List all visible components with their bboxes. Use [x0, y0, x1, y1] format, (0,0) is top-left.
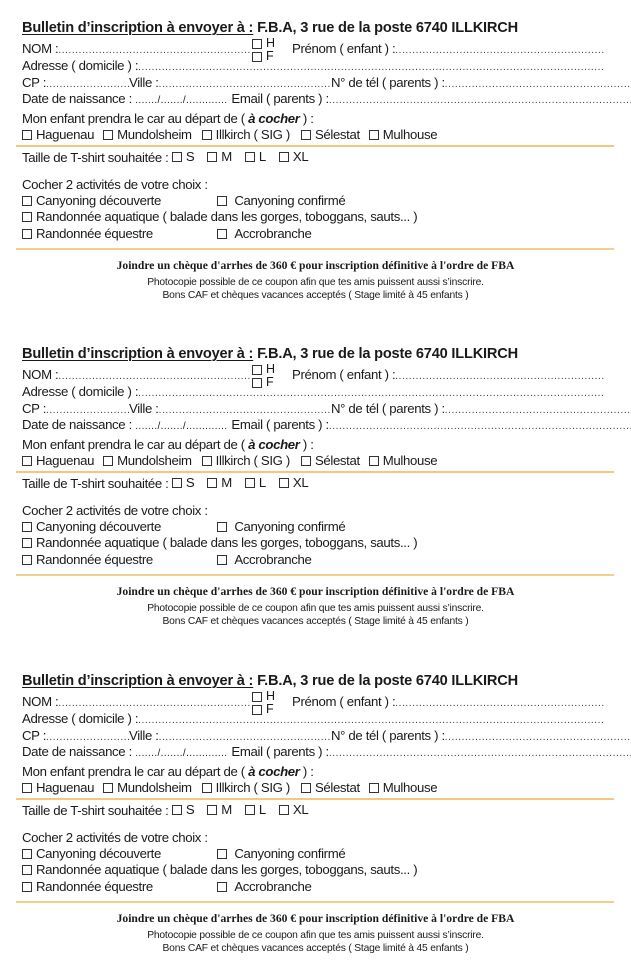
tel-field[interactable]: N° de tél ( parents ) : .....: [331, 728, 631, 746]
checkbox-icon[interactable]: [22, 555, 32, 565]
checkbox-icon[interactable]: [103, 783, 113, 793]
bus-prompt: Mon enfant prendra le car au départ de ( à cocher ) :: [22, 111, 314, 126]
naissance-field[interactable]: Date de naissance : ......./......./.............: [22, 91, 228, 106]
nom-label: NOM :: [22, 41, 59, 56]
tshirt-size-option[interactable]: S: [172, 475, 194, 491]
checkbox-icon[interactable]: [172, 805, 182, 815]
checkbox-icon[interactable]: [252, 365, 262, 375]
checkbox-icon[interactable]: [207, 478, 217, 488]
prenom-field[interactable]: [292, 41, 605, 59]
naissance-field[interactable]: Date de naissance : ......./......./.............: [22, 744, 228, 759]
checkbox-icon[interactable]: [245, 805, 255, 815]
activity-option[interactable]: Accrobranche: [217, 879, 311, 895]
checkbox-icon[interactable]: [245, 152, 255, 162]
checkbox-icon[interactable]: [22, 212, 32, 222]
activities-prompt: Cocher 2 activités de votre choix :: [22, 503, 208, 518]
sex-option-f[interactable]: F: [252, 50, 275, 63]
bus-stop-option[interactable]: Illkirch ( SIG ): [202, 127, 290, 143]
checkbox-icon[interactable]: [172, 152, 182, 162]
title-underlined: Bulletin d’inscription à envoyer à :: [22, 20, 254, 36]
title-address: F.B.A, 3 rue de la poste 6740 ILLKIRCH: [257, 673, 518, 689]
checkbox-icon[interactable]: [301, 783, 311, 793]
tshirt-size-option[interactable]: L: [245, 475, 266, 491]
checkbox-icon[interactable]: [217, 849, 227, 859]
activity-row-2: [22, 535, 605, 552]
sex-option-h[interactable]: H: [252, 690, 275, 703]
checkbox-icon[interactable]: [279, 152, 289, 162]
sex-option-h[interactable]: H: [252, 363, 275, 376]
ville-field[interactable]: Ville : .....: [129, 75, 331, 93]
nom-field[interactable]: [22, 367, 250, 385]
activity-option[interactable]: Canyoning confirmé: [217, 846, 345, 862]
checkbox-icon[interactable]: [301, 130, 311, 140]
prenom-field[interactable]: [292, 694, 605, 712]
tshirt-size-option[interactable]: L: [245, 149, 266, 165]
activity-row-1: [22, 846, 605, 863]
prenom-label: Prénom ( enfant ) :: [292, 694, 396, 709]
tshirt-row: [22, 802, 605, 819]
nom-field[interactable]: [22, 41, 250, 59]
checkbox-icon[interactable]: [245, 478, 255, 488]
bus-stop-option[interactable]: Mundolsheim: [103, 780, 192, 796]
activity-option[interactable]: Canyoning découverte: [22, 519, 205, 535]
separator: [16, 471, 614, 473]
tshirt-row: [22, 149, 605, 166]
checkbox-icon[interactable]: [217, 882, 227, 892]
activity-option[interactable]: Randonnée équestre: [22, 226, 205, 242]
checkbox-icon[interactable]: [279, 478, 289, 488]
tshirt-row: [22, 475, 605, 492]
cheque-note: Joindre un chèque d'arrhes de 360 € pour inscription définitive à l'ordre de FBA: [116, 585, 515, 598]
activity-row-1: [22, 519, 605, 536]
activity-option[interactable]: Randonnée aquatique ( balade dans les gorges, toboggans, sauts... ): [22, 535, 417, 551]
photocopy-note: Photocopie possible de ce coupon afin que tes amis puissent aussi s’inscrire.: [147, 277, 484, 288]
bus-stops: [22, 453, 605, 470]
nom-label: NOM :: [22, 367, 59, 382]
bus-stop-option[interactable]: Mulhouse: [369, 780, 437, 796]
activity-option[interactable]: Canyoning confirmé: [217, 193, 345, 209]
tshirt-size-option[interactable]: M: [207, 475, 232, 491]
prenom-field[interactable]: [292, 367, 605, 385]
adresse-field[interactable]: [22, 58, 605, 76]
tshirt-label: Taille de T-shirt souhaitée :: [22, 476, 169, 491]
checkbox-icon[interactable]: [22, 849, 32, 859]
checkbox-icon[interactable]: [217, 522, 227, 532]
separator: [16, 574, 614, 576]
bus-prompt: Mon enfant prendra le car au départ de ( à cocher ) :: [22, 437, 314, 452]
sex-option-h[interactable]: H: [252, 37, 275, 50]
activity-option[interactable]: Randonnée aquatique ( balade dans les gorges, toboggans, sauts... ): [22, 862, 417, 878]
checkbox-icon[interactable]: [22, 783, 32, 793]
checkbox-icon[interactable]: [22, 130, 32, 140]
checkbox-icon[interactable]: [202, 783, 212, 793]
sex-option-f[interactable]: F: [252, 376, 275, 389]
adresse-field[interactable]: [22, 711, 605, 729]
caf-note: Bons CAF et chèques vacances acceptés ( Stage limité à 45 enfants ): [162, 616, 469, 627]
bus-stop-option[interactable]: Mundolsheim: [103, 453, 192, 469]
ville-field[interactable]: Ville : .....: [129, 728, 331, 746]
checkbox-icon[interactable]: [217, 229, 227, 239]
naissance-email-row: [22, 744, 605, 762]
checkbox-icon[interactable]: [202, 456, 212, 466]
activities-prompt: Cocher 2 activités de votre choix :: [22, 830, 208, 845]
checkbox-icon[interactable]: [207, 805, 217, 815]
checkbox-icon[interactable]: [103, 456, 113, 466]
activity-row-3: [22, 552, 605, 569]
bus-prompt: Mon enfant prendra le car au départ de ( à cocher ) :: [22, 764, 314, 779]
tshirt-size-option[interactable]: XL: [279, 149, 308, 165]
ville-field[interactable]: Ville : .....: [129, 401, 331, 419]
checkbox-icon[interactable]: [252, 39, 262, 49]
activity-option[interactable]: Canyoning découverte: [22, 193, 205, 209]
tshirt-size-option[interactable]: S: [172, 802, 194, 818]
cheque-note: Joindre un chèque d'arrhes de 360 € pour inscription définitive à l'ordre de FBA: [116, 912, 515, 925]
checkbox-icon[interactable]: [369, 783, 379, 793]
prenom-label: Prénom ( enfant ) :: [292, 41, 396, 56]
registration-coupon-2: [0, 326, 631, 646]
checkbox-icon[interactable]: [202, 130, 212, 140]
prenom-label: Prénom ( enfant ) :: [292, 367, 396, 382]
title-underlined: Bulletin d’inscription à envoyer à :: [22, 673, 254, 689]
separator: [16, 145, 614, 147]
bus-stop-option[interactable]: Mundolsheim: [103, 127, 192, 143]
bus-stop-option[interactable]: Haguenau: [22, 780, 94, 796]
checkbox-icon[interactable]: [217, 196, 227, 206]
registration-coupon-3: [0, 653, 631, 973]
title-address: F.B.A, 3 rue de la poste 6740 ILLKIRCH: [257, 346, 518, 362]
registration-coupon-1: [0, 0, 631, 320]
activity-option[interactable]: Randonnée équestre: [22, 552, 205, 568]
checkbox-icon[interactable]: [103, 130, 113, 140]
checkbox-icon[interactable]: [369, 130, 379, 140]
title-address: F.B.A, 3 rue de la poste 6740 ILLKIRCH: [257, 20, 518, 36]
checkbox-icon[interactable]: [369, 456, 379, 466]
tel-field[interactable]: N° de tél ( parents ) : .....: [331, 75, 631, 93]
bus-stop-option[interactable]: Mulhouse: [369, 127, 437, 143]
activity-option[interactable]: Accrobranche: [217, 226, 311, 242]
activities-prompt: Cocher 2 activités de votre choix :: [22, 177, 208, 192]
cp-field[interactable]: CP : .....: [22, 728, 129, 746]
checkbox-icon[interactable]: [279, 805, 289, 815]
naissance-email-row: [22, 417, 605, 435]
activity-row-1: [22, 193, 605, 210]
tshirt-sizes: [172, 476, 309, 491]
tel-field[interactable]: N° de tél ( parents ) : .....: [331, 401, 631, 419]
tshirt-size-option[interactable]: M: [207, 802, 232, 818]
naissance-email-row: [22, 91, 605, 109]
activity-row-2: [22, 209, 605, 226]
activity-row-3: [22, 879, 605, 896]
bus-stop-option[interactable]: Illkirch ( SIG ): [202, 453, 290, 469]
activity-option[interactable]: Canyoning découverte: [22, 846, 205, 862]
cp-field[interactable]: CP : .....: [22, 401, 129, 419]
coupon-title: [22, 672, 605, 690]
bus-stop-option[interactable]: Sélestat: [301, 127, 360, 143]
checkbox-icon[interactable]: [22, 522, 32, 532]
sex-option-f[interactable]: F: [252, 703, 275, 716]
separator: [16, 901, 614, 903]
bus-stop-option[interactable]: Haguenau: [22, 453, 94, 469]
checkbox-icon[interactable]: [22, 538, 32, 548]
separator: [16, 798, 614, 800]
email-field[interactable]: Email ( parents ) : .....: [231, 91, 631, 109]
bus-stop-option[interactable]: Sélestat: [301, 780, 360, 796]
tshirt-size-option[interactable]: S: [172, 149, 194, 165]
tshirt-size-option[interactable]: XL: [279, 475, 308, 491]
tshirt-sizes: [172, 803, 309, 818]
tshirt-size-option[interactable]: M: [207, 149, 232, 165]
checkbox-icon[interactable]: [172, 478, 182, 488]
bus-stop-option[interactable]: Haguenau: [22, 127, 94, 143]
nom-label: NOM :: [22, 694, 59, 709]
checkbox-icon[interactable]: [217, 555, 227, 565]
coupon-title: [22, 345, 605, 363]
bus-stop-option[interactable]: Mulhouse: [369, 453, 437, 469]
activity-row-3: [22, 226, 605, 243]
activity-option[interactable]: Canyoning confirmé: [217, 519, 345, 535]
coupon-title: [22, 19, 605, 37]
tshirt-size-option[interactable]: XL: [279, 802, 308, 818]
adresse-label: Adresse ( domicile ) :: [22, 711, 139, 726]
nom-field[interactable]: [22, 694, 250, 712]
tshirt-sizes: [172, 150, 309, 165]
tshirt-label: Taille de T-shirt souhaitée :: [22, 803, 169, 818]
checkbox-icon[interactable]: [252, 692, 262, 702]
adresse-label: Adresse ( domicile ) :: [22, 58, 139, 73]
naissance-field[interactable]: Date de naissance : ......./......./.............: [22, 417, 228, 432]
caf-note: Bons CAF et chèques vacances acceptés ( Stage limité à 45 enfants ): [162, 290, 469, 301]
activity-row-2: [22, 862, 605, 879]
separator: [16, 248, 614, 250]
bus-stops: [22, 780, 605, 797]
checkbox-icon[interactable]: [22, 229, 32, 239]
checkbox-icon[interactable]: [207, 152, 217, 162]
activity-option[interactable]: Randonnée aquatique ( balade dans les gorges, toboggans, sauts... ): [22, 209, 417, 225]
adresse-field[interactable]: [22, 384, 605, 402]
cp-field[interactable]: CP : .....: [22, 75, 129, 93]
caf-note: Bons CAF et chèques vacances acceptés ( Stage limité à 45 enfants ): [162, 943, 469, 954]
checkbox-icon[interactable]: [22, 865, 32, 875]
checkbox-icon[interactable]: [22, 196, 32, 206]
photocopy-note: Photocopie possible de ce coupon afin que tes amis puissent aussi s’inscrire.: [147, 930, 484, 941]
checkbox-icon[interactable]: [301, 456, 311, 466]
bus-stop-option[interactable]: Sélestat: [301, 453, 360, 469]
tshirt-size-option[interactable]: L: [245, 802, 266, 818]
title-underlined: Bulletin d’inscription à envoyer à :: [22, 346, 254, 362]
email-field[interactable]: Email ( parents ) : .....: [231, 744, 631, 762]
cheque-note: Joindre un chèque d'arrhes de 360 € pour inscription définitive à l'ordre de FBA: [116, 259, 515, 272]
tshirt-label: Taille de T-shirt souhaitée :: [22, 150, 169, 165]
activity-option[interactable]: Randonnée équestre: [22, 879, 205, 895]
email-field[interactable]: Email ( parents ) : .....: [231, 417, 631, 435]
bus-stop-option[interactable]: Illkirch ( SIG ): [202, 780, 290, 796]
photocopy-note: Photocopie possible de ce coupon afin que tes amis puissent aussi s’inscrire.: [147, 603, 484, 614]
bus-stops: [22, 127, 605, 144]
checkbox-icon[interactable]: [22, 882, 32, 892]
checkbox-icon[interactable]: [22, 456, 32, 466]
activity-option[interactable]: Accrobranche: [217, 552, 311, 568]
adresse-label: Adresse ( domicile ) :: [22, 384, 139, 399]
